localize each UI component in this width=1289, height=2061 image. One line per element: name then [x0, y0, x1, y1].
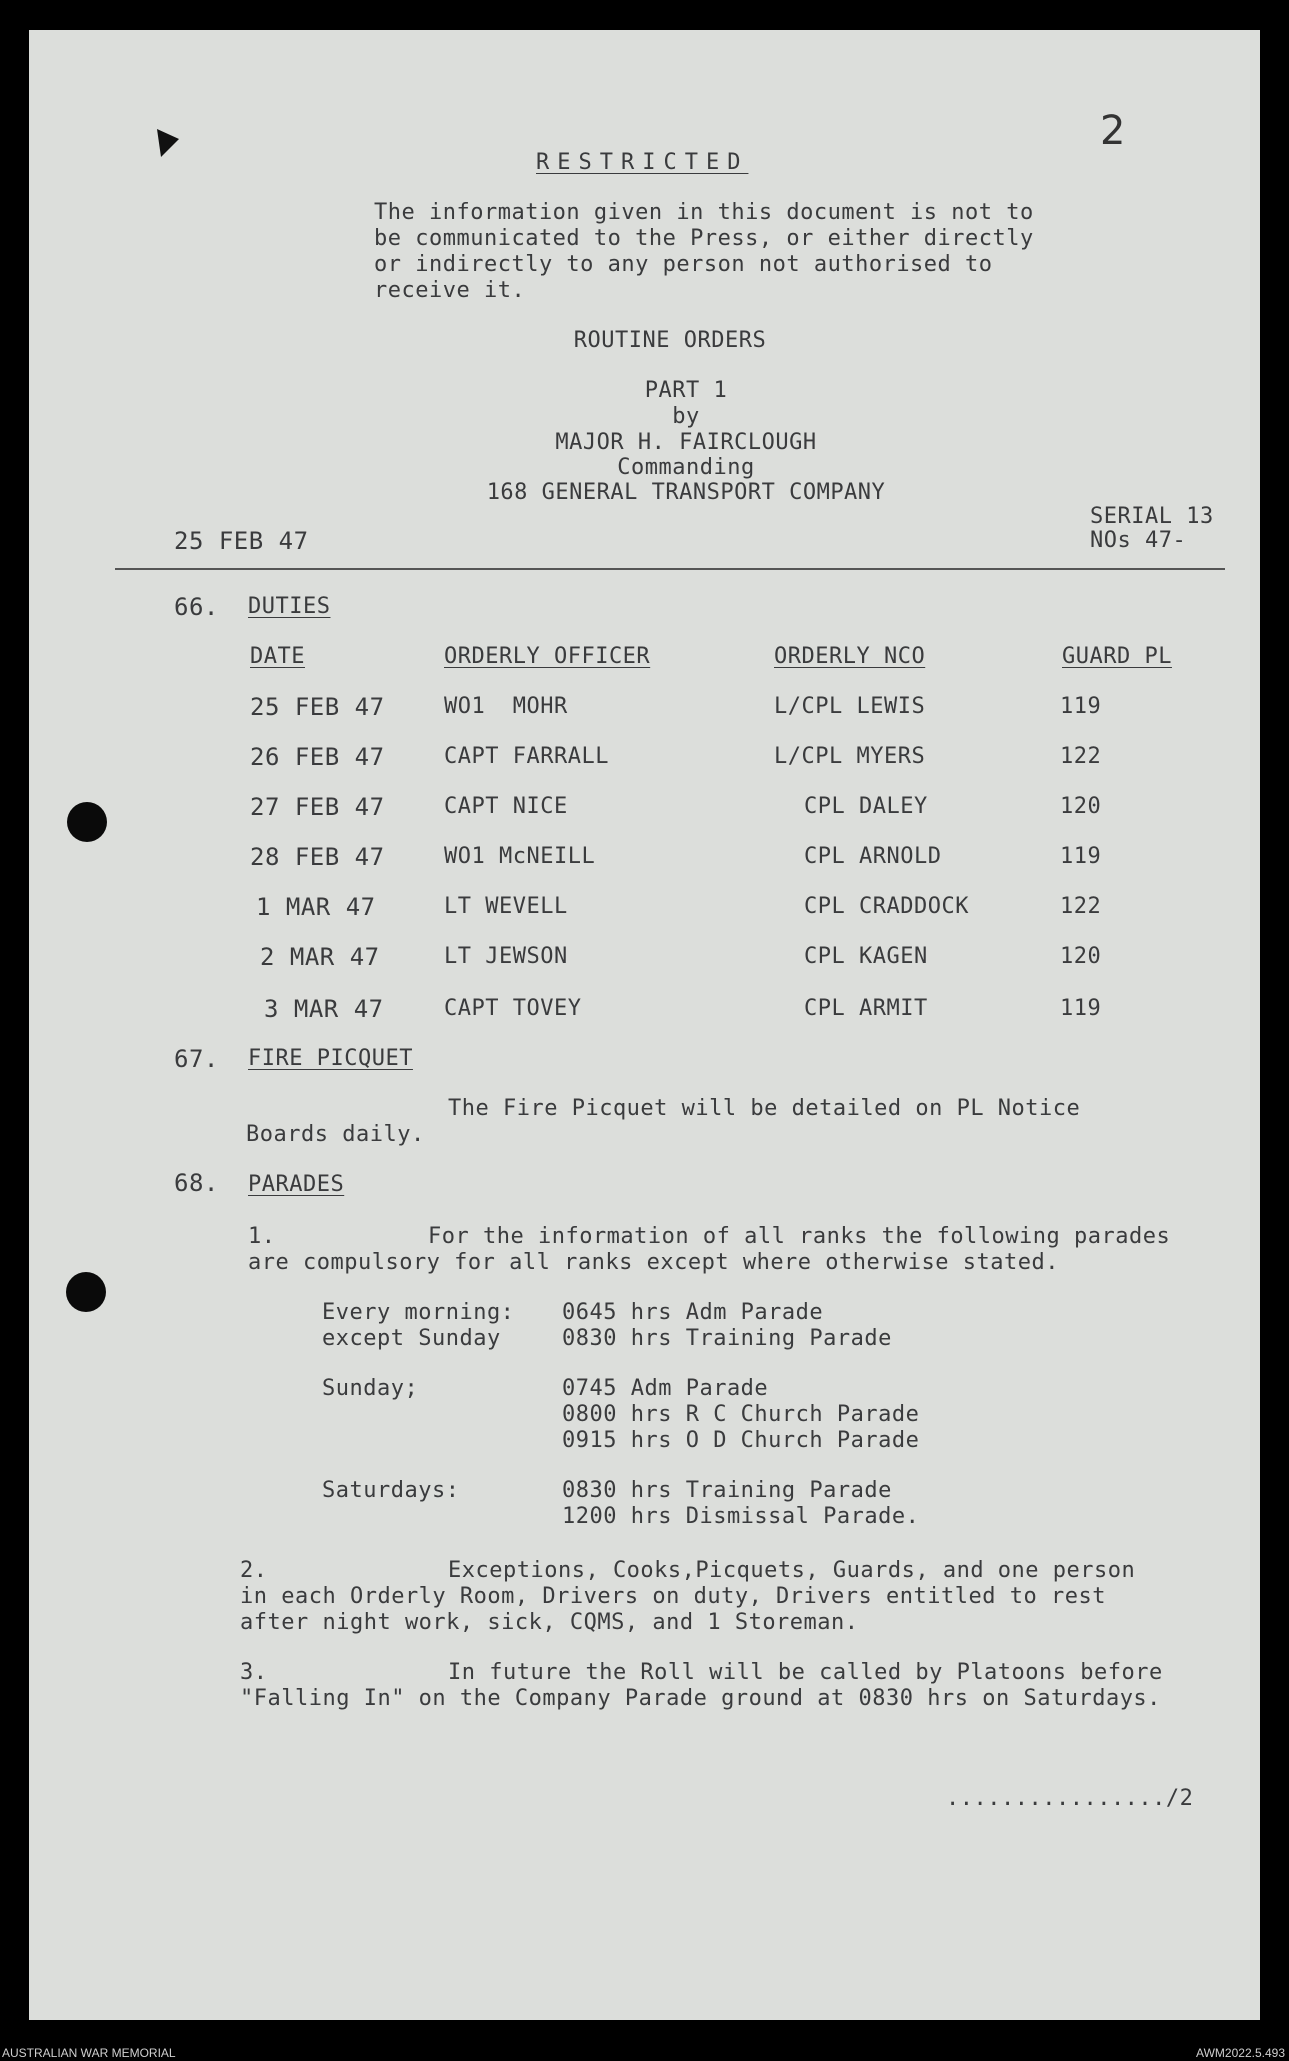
header-divider	[115, 568, 1225, 570]
duty-guard: 122	[1060, 744, 1102, 769]
schedule-label: Every morning:	[322, 1300, 515, 1325]
duty-nco: L/CPL LEWIS	[774, 694, 926, 719]
schedule-time: 0800 hrs R C Church Parade	[562, 1402, 920, 1427]
notice-line-4: receive it.	[374, 278, 526, 303]
footer-right: AWM2022.5.493	[1196, 2046, 1285, 2060]
duty-officer: CAPT TOVEY	[444, 996, 582, 1021]
parades-p1-line-2: are compulsory for all ranks except where otherwise stated.	[248, 1250, 1059, 1275]
serial-line-2: NOs 47-	[1090, 528, 1187, 553]
duty-guard: 120	[1060, 944, 1102, 969]
duty-nco: CPL ARMIT	[804, 996, 928, 1021]
punch-hole-bottom	[66, 1272, 106, 1312]
continuation-marker: ................/2	[946, 1786, 1194, 1811]
corner-mark-icon	[155, 125, 183, 159]
punch-hole-top	[67, 802, 107, 842]
parades-p2-number: 2.	[240, 1558, 268, 1583]
parades-p3-line-1: In future the Roll will be called by Platoons before	[448, 1660, 1163, 1685]
col-guard-pl: GUARD PL	[1062, 644, 1172, 669]
duty-officer: WO1 McNEILL	[444, 844, 596, 869]
fire-picquet-text-2: Boards daily.	[246, 1122, 425, 1147]
duty-guard: 119	[1060, 996, 1102, 1021]
col-orderly-nco: ORDERLY NCO	[774, 644, 926, 669]
duty-nco: L/CPL MYERS	[774, 744, 926, 769]
page-number: 2	[1100, 108, 1126, 154]
duty-date: 1 MAR 47	[256, 893, 376, 921]
notice-line-2: be communicated to the Press, or either directly	[374, 226, 1034, 251]
notice-line-3: or indirectly to any person not authorised to	[374, 252, 993, 277]
duties-heading: DUTIES	[248, 594, 331, 619]
duty-nco: CPL CRADDOCK	[804, 894, 969, 919]
footer-left: AUSTRALIAN WAR MEMORIAL	[2, 2046, 176, 2060]
notice-line-1: The information given in this document is not to	[374, 200, 1034, 225]
duty-officer: WO1 MOHR	[444, 694, 568, 719]
doc-role: Commanding	[617, 455, 755, 480]
schedule-time: 0830 hrs Training Parade	[562, 1478, 892, 1503]
duty-date: 25 FEB 47	[250, 693, 385, 721]
col-orderly-officer: ORDERLY OFFICER	[444, 644, 651, 669]
schedule-time: 0645 hrs Adm Parade	[562, 1300, 824, 1325]
parades-p3-number: 3.	[240, 1660, 268, 1685]
duty-guard: 119	[1060, 844, 1102, 869]
parades-p1-line-1: For the information of all ranks the following parades	[428, 1224, 1171, 1249]
doc-date: 25 FEB 47	[174, 527, 309, 555]
duty-officer: CAPT FARRALL	[444, 744, 609, 769]
schedule-label: Sunday;	[322, 1376, 419, 1401]
duty-date: 27 FEB 47	[250, 793, 385, 821]
serial-line-1: SERIAL 13	[1090, 504, 1214, 529]
duty-guard: 122	[1060, 894, 1102, 919]
duty-date: 28 FEB 47	[250, 843, 385, 871]
duty-officer: LT WEVELL	[444, 894, 568, 919]
duty-date: 26 FEB 47	[250, 743, 385, 771]
restricted-heading: RESTRICTED	[536, 150, 749, 175]
parades-number: 68.	[174, 1169, 219, 1197]
schedule-time: 0915 hrs O D Church Parade	[562, 1428, 920, 1453]
parades-heading: PARADES	[248, 1172, 345, 1197]
parades-p1-number: 1.	[248, 1224, 276, 1249]
parades-p2-line-1: Exceptions, Cooks,Picquets, Guards, and one person	[448, 1558, 1136, 1583]
duty-guard: 120	[1060, 794, 1102, 819]
doc-unit: 168 GENERAL TRANSPORT COMPANY	[486, 480, 886, 505]
duty-nco: CPL DALEY	[804, 794, 928, 819]
duty-officer: LT JEWSON	[444, 944, 568, 969]
doc-title: ROUTINE ORDERS	[573, 328, 767, 353]
doc-part: PART 1	[644, 378, 728, 403]
col-date: DATE	[250, 644, 305, 669]
duty-date: 3 MAR 47	[264, 995, 384, 1023]
fire-picquet-heading: FIRE PICQUET	[248, 1046, 413, 1071]
duty-guard: 119	[1060, 694, 1102, 719]
duties-number: 66.	[174, 593, 219, 621]
duty-nco: CPL KAGEN	[804, 944, 928, 969]
duty-nco: CPL ARNOLD	[804, 844, 942, 869]
parades-p2-line-3: after night work, sick, CQMS, and 1 Storeman.	[240, 1610, 859, 1635]
fire-picquet-text-1: The Fire Picquet will be detailed on PL Notice	[448, 1096, 1081, 1121]
schedule-time: 0745 Adm Parade	[562, 1376, 769, 1401]
schedule-time: 0830 hrs Training Parade	[562, 1326, 892, 1351]
parades-p2-line-2: in each Orderly Room, Drivers on duty, Drivers entitled to rest	[240, 1584, 1106, 1609]
fire-picquet-number: 67.	[174, 1045, 219, 1073]
schedule-label: Saturdays:	[322, 1478, 460, 1503]
parades-p3-line-2: "Falling In" on the Company Parade ground at 0830 hrs on Saturdays.	[240, 1686, 1161, 1711]
doc-by: by	[672, 404, 700, 429]
duty-officer: CAPT NICE	[444, 794, 568, 819]
schedule-label: except Sunday	[322, 1326, 501, 1351]
duty-date: 2 MAR 47	[260, 943, 380, 971]
schedule-time: 1200 hrs Dismissal Parade.	[562, 1504, 920, 1529]
doc-officer: MAJOR H. FAIRCLOUGH	[555, 430, 817, 455]
